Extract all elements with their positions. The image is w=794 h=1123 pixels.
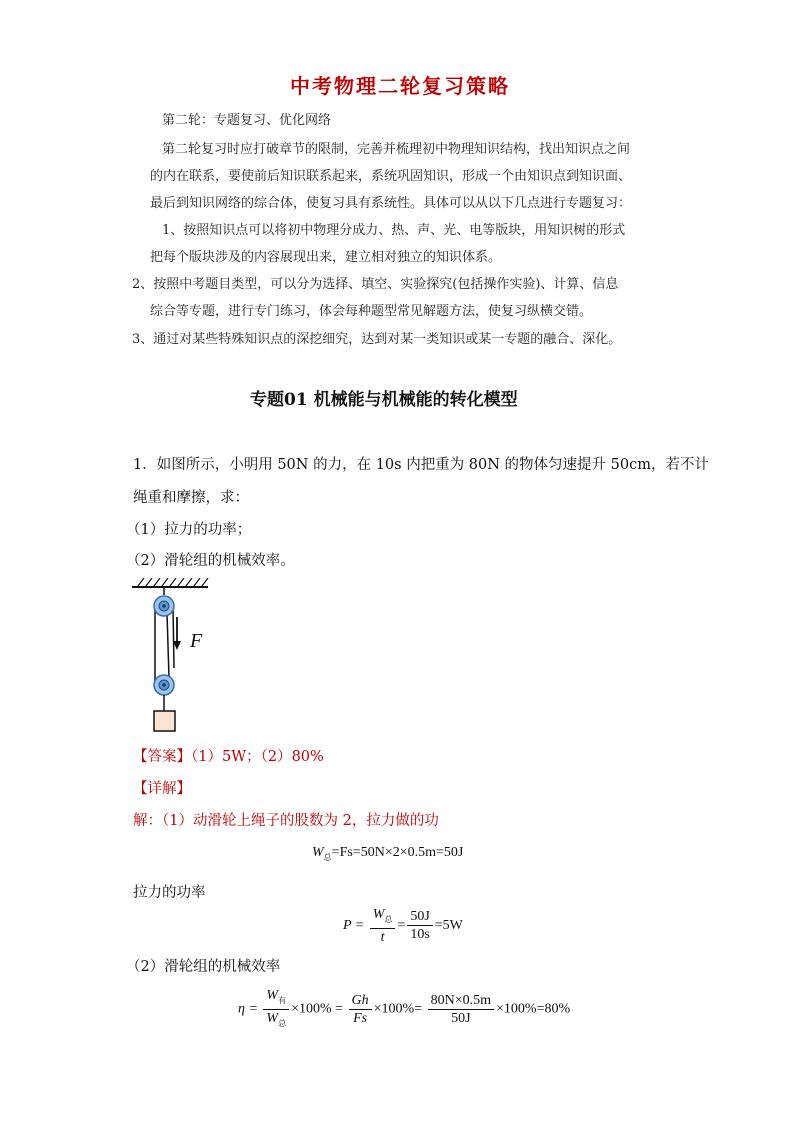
frac-den-sub: 总	[278, 1018, 287, 1028]
question-line: 绳重和摩擦，求：	[133, 490, 249, 506]
pulley-figure	[130, 573, 220, 738]
solution-step1-num: 2	[342, 813, 352, 829]
work-formula	[312, 845, 463, 863]
power-symbol: P =	[343, 918, 365, 934]
rope-right	[173, 606, 174, 668]
power-label: 拉力的功率	[133, 885, 206, 901]
intro-line: 1、按照知识点可以将初中物理分成力、热、声、光、电等版块，用知识树的形式	[162, 223, 626, 238]
intro-line: 最后到知识网络的综合体，使复习具有系统性。具体可以从以下几点进行专题复习：	[150, 196, 632, 211]
intro-line: 第二轮：专题复习、优化网络	[162, 113, 332, 128]
intro-line: 3、通过对某些特殊知识点的深挖细究，达到对某一类知识或某一专题的融合、深化。	[132, 332, 622, 347]
force-label: F	[190, 630, 203, 652]
question-part: （1）拉力的功率；	[126, 522, 252, 538]
detail-tag: 【详解】	[133, 781, 191, 797]
frac-den: t	[380, 929, 385, 945]
answer-tag: 【答案】	[133, 749, 191, 765]
work-equation: =Fs=50N×2×0.5m=50J	[331, 845, 464, 860]
percent-term: ×100% =	[291, 1001, 344, 1017]
frac-num: W	[266, 988, 279, 1003]
power-result: =5W	[434, 918, 463, 934]
frac-num: 50J	[407, 908, 432, 926]
frac-num-sub: 有	[278, 995, 287, 1005]
percent-term: ×100%=	[373, 1001, 423, 1017]
load-block	[154, 711, 175, 731]
intro-line: 的内在联系，要使前后知识联系起来，系统巩固知识，形成一个由知识点到知识面、	[150, 169, 632, 184]
efficiency-formula	[238, 987, 570, 1032]
page-title: 中考物理二轮复习策略	[290, 74, 510, 98]
power-formula	[343, 906, 463, 946]
work-symbol: W	[312, 845, 324, 860]
frac-den: 10s	[410, 927, 430, 943]
frac-den: Fs	[353, 1010, 368, 1026]
section-title: 专题01 机械能与机械能的转化模型	[250, 390, 518, 410]
frac-num: W	[372, 907, 385, 922]
intro-line: 综合等专题，进行专门练习，体会每种题型常见解题方法，使复习纵横交错。	[150, 304, 593, 319]
answer-text: （1）5W；（2）80%	[191, 749, 324, 765]
work-subscript: 总	[323, 852, 332, 862]
frac-den: W	[266, 1010, 279, 1026]
frac-num: Gh	[351, 992, 369, 1008]
frac-num-sub: 总	[384, 914, 393, 924]
ceiling-hatch	[138, 578, 208, 586]
solution-step1-prefix: 解：（1）动滑轮上绳子的股数为	[133, 813, 343, 829]
intro-line: 2、按照中考题目类型，可以分为选择、填空、实验探究(包括操作实验)、计算、信息	[132, 277, 619, 292]
answer-line	[133, 745, 324, 766]
rope-middle	[167, 613, 169, 678]
question-line: 1．如图所示，小明用 50N 的力，在 10s 内把重为 80N 的物体匀速提升 50cm，若不计	[133, 457, 709, 473]
efficiency-result: ×100%=80%	[496, 1001, 571, 1017]
intro-line: 把每个版块涉及的内容展现出来，建立相对独立的知识体系。	[150, 250, 502, 265]
solution-step1-suffix: ，拉力做的功	[351, 813, 439, 829]
eta-symbol: η =	[238, 1001, 258, 1017]
intro-line: 第二轮复习时应打破章节的限制，完善并梳理初中物理知识结构，找出知识点之间	[162, 142, 631, 157]
equals: =	[397, 918, 406, 934]
solution-step2: （2）滑轮组的机械效率	[126, 959, 281, 975]
frac-num: 80N×0.5m	[428, 992, 494, 1010]
frac-den: 50J	[451, 1010, 471, 1026]
question-part: （2）滑轮组的机械效率。	[126, 553, 295, 569]
solution-step1	[133, 809, 439, 830]
